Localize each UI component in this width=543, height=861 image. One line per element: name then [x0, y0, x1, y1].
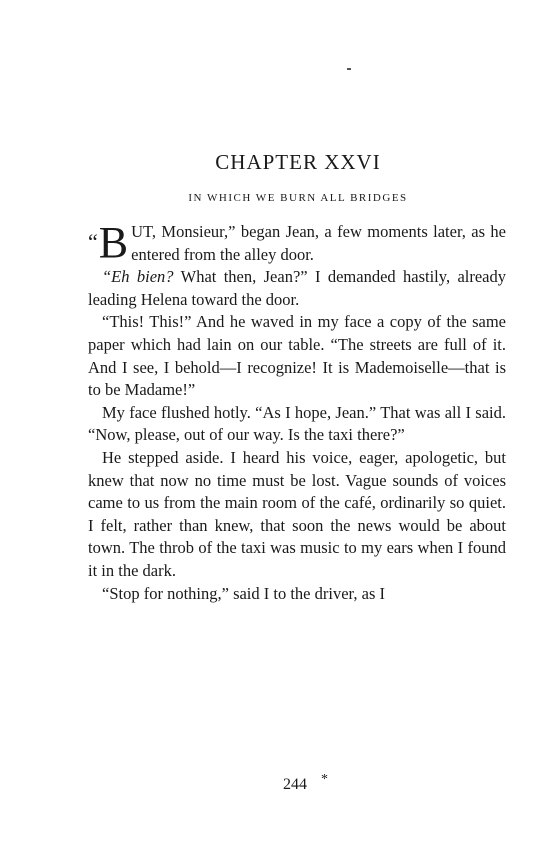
- chapter-subtitle: IN WHICH WE BURN ALL BRIDGES: [188, 192, 408, 204]
- printer-mark: *: [321, 772, 328, 787]
- drop-cap-letter: B: [98, 218, 129, 267]
- paragraph-text: What then, Jean?” I demanded hastily, already leading Helena toward the door.: [88, 267, 506, 309]
- first-word-rest: UT,: [131, 222, 157, 241]
- body-text: [88, 218, 506, 605]
- paragraph-text: Monsieur,” began Jean, a few moments later, as he entered from the alley door.: [131, 222, 506, 264]
- drop-cap-quote: “: [88, 229, 98, 254]
- paragraph: My face flushed hotly. “As I hope, Jean.” That was all I said. “Now, please, out of our way. Is the taxi there?”: [88, 402, 506, 445]
- paragraph: He stepped aside. I heard his voice, eager, apologetic, but knew that now no time must be lost. Vague sounds of voices came to us from the main room of the café, ordinarily so quiet. I felt, rather than knew, that soon the news would be about town. The throb of the taxi was music to my ears when I found it in the dark.: [88, 447, 506, 580]
- paragraph: [88, 218, 506, 267]
- italic-phrase: “Eh bien?: [102, 267, 174, 287]
- paragraph: [88, 266, 506, 311]
- paragraph: “This! This!” And he waved in my face a copy of the same paper which had lain on our table. “The streets are full of it. And I see, I behold—I recognize! It is Mademoiselle—that is to be Madame!”: [88, 312, 506, 400]
- chapter-title: CHAPTER XXVI: [215, 150, 381, 174]
- page-number: 244: [283, 776, 307, 793]
- paragraph: “Stop for nothing,” said I to the driver, as I: [102, 583, 385, 603]
- ink-speck: [347, 68, 351, 70]
- drop-cap: [88, 218, 129, 267]
